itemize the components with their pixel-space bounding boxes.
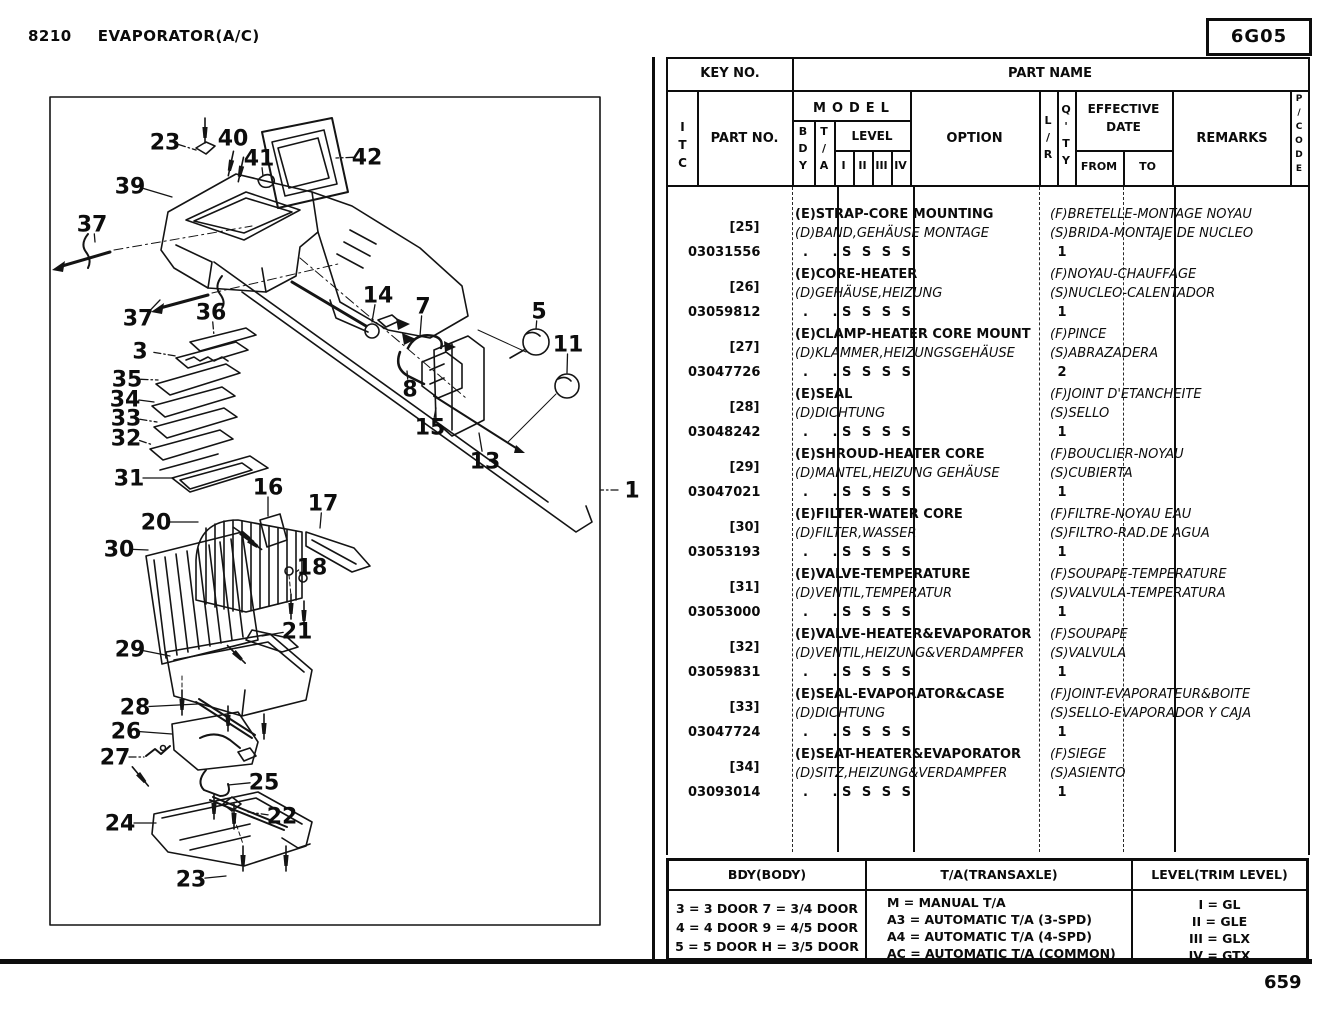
row-part-no: 03048242 [688, 425, 761, 440]
legend-line: 3 = 3 DOOR 7 = 3/4 DOOR [676, 901, 858, 916]
row-part-no: 03059812 [688, 305, 761, 320]
col-part-no: PART NO. [710, 131, 779, 146]
row-name-es: (S)BRIDA-MONTAJE DE NUCLEO [1050, 226, 1254, 241]
row-name-fr: (F)SOUPAPE [1050, 627, 1128, 642]
callout-31: 31 [113, 466, 145, 492]
row-model-dots: . . [803, 245, 848, 260]
callout-36: 36 [195, 300, 227, 326]
row-qty: 2 [1057, 365, 1067, 380]
col-part-name: PART NAME [1008, 66, 1092, 81]
row-name-fr: (F)FILTRE-NOYAU EAU [1050, 507, 1192, 522]
callout-leader [140, 441, 153, 445]
parts-table [666, 57, 1310, 855]
callout-5: 5 [531, 299, 547, 325]
row-name-de: (D)SITZ,HEIZUNG&VERDAMPFER [795, 766, 1008, 781]
legend-line: II = GLE [1191, 914, 1248, 929]
page-code: 6G05 [1230, 26, 1288, 47]
row-model-lvls: S S S S [842, 485, 915, 500]
legend-line: 5 = 5 DOOR H = 3/5 DOOR [675, 939, 859, 954]
row-name-es: (S)CUBIERTA [1050, 466, 1133, 481]
callout-3: 3 [132, 339, 148, 365]
row-name-de: (D)VENTIL,TEMPERATUR [795, 586, 953, 601]
col-ta: T / A [819, 125, 829, 172]
row-name-fr: (F)BRETELLE-MONTAGE NOYAU [1050, 207, 1252, 222]
legend-title: LEVEL(TRIM LEVEL) [1151, 867, 1288, 882]
callout-16: 16 [252, 475, 284, 501]
row-name-es: (S)SELLO [1050, 406, 1110, 421]
callout-37: 37 [122, 306, 154, 332]
col-bdy: B D Y [798, 125, 808, 172]
callout-17: 17 [307, 491, 339, 517]
row-model-lvls: S S S S [842, 245, 915, 260]
row-name-es: (S)ASIENTO [1050, 766, 1126, 781]
row-qty: 1 [1057, 605, 1067, 620]
callout-25: 25 [248, 770, 280, 796]
part-door-frame [262, 118, 348, 208]
legend-title: T/A(TRANSAXLE) [940, 867, 1058, 882]
exploded-diagram [0, 0, 660, 1010]
callout-32: 32 [110, 426, 142, 452]
callout-leader [479, 433, 482, 451]
row-model-dots: . . [803, 365, 848, 380]
callout-24: 24 [104, 811, 136, 837]
row-name-es: (S)VALVULA-TEMPERATURA [1050, 586, 1226, 601]
row-part-no: 03059831 [688, 665, 761, 680]
row-part-no: 03031556 [688, 245, 761, 260]
callout-leader [144, 189, 172, 197]
callout-leader [140, 419, 157, 422]
row-name-fr: (F)NOYAU-CHAUFFAGE [1050, 267, 1197, 282]
callout-23: 23 [149, 130, 181, 156]
legend-line: 4 = 4 DOOR 9 = 4/5 DOOR [676, 920, 858, 935]
col-to: TO [1139, 160, 1156, 173]
callout-leader [149, 704, 198, 707]
legend-line: AC = AUTOMATIC T/A (COMMON) [887, 946, 1116, 961]
row-qty: 1 [1057, 665, 1067, 680]
row-name-de: (D)GEHÄUSE,HEIZUNG [795, 286, 943, 301]
row-name-es: (S)SELLO-EVAPORADOR Y CAJA [1050, 706, 1252, 721]
callout-26: 26 [110, 719, 142, 745]
row-name-en: (E)VALVE-HEATER&EVAPORATOR [795, 627, 1032, 642]
row-model-lvls: S S S S [842, 785, 915, 800]
row-key: [31] [729, 580, 760, 595]
row-name-de: (D)KLAMMER,HEIZUNGSGEHÄUSE [795, 346, 1015, 361]
row-name-fr: (F)SIEGE [1050, 747, 1107, 762]
page-number: 659 [1264, 972, 1302, 993]
legend-line: IV = GTX [1188, 948, 1251, 963]
legend-line: A4 = AUTOMATIC T/A (4-SPD) [887, 929, 1092, 944]
row-model-dots: . . [803, 665, 848, 680]
callout-34: 34 [109, 387, 141, 413]
level-col-II: II [858, 159, 867, 172]
row-name-de: (D)DICHTUNG [795, 406, 886, 421]
row-model-dots: . . [803, 305, 848, 320]
row-name-es: (S)VALVULA [1050, 646, 1127, 661]
row-name-fr: (F)PINCE [1050, 327, 1107, 342]
row-key: [28] [729, 400, 760, 415]
part-plate-stack [150, 328, 268, 492]
col-pcode: P / C O D E [1295, 94, 1303, 175]
row-key: [27] [729, 340, 760, 355]
row-model-lvls: S S S S [842, 425, 915, 440]
col-from: FROM [1080, 160, 1118, 173]
row-model-dots: . . [803, 785, 848, 800]
callout-leader [133, 549, 148, 550]
row-part-no: 03047021 [688, 485, 761, 500]
row-part-no: 03053193 [688, 545, 761, 560]
legend-title: BDY(BODY) [727, 867, 807, 882]
row-model-lvls: S S S S [842, 725, 915, 740]
callout-22: 22 [266, 804, 298, 830]
row-name-fr: (F)SOUPAPE-TEMPERATURE [1050, 567, 1227, 582]
row-part-no: 03047724 [688, 725, 761, 740]
row-name-en: (E)FILTER-WATER CORE [795, 507, 963, 522]
callout-33: 33 [110, 406, 142, 432]
row-name-fr: (F)JOINT-EVAPORATEUR&BOITE [1050, 687, 1251, 702]
callout-7: 7 [415, 294, 431, 320]
legend-line: I = GL [1198, 897, 1241, 912]
callout-41: 41 [243, 146, 275, 172]
row-name-de: (D)FILTER,WASSER [795, 526, 917, 541]
col-remarks: REMARKS [1196, 131, 1268, 146]
callout-35: 35 [111, 367, 143, 393]
legend-table [666, 858, 1309, 961]
row-name-de: (D)BAND,GEHÄUSE MONTAGE [795, 226, 990, 241]
callout-leader [179, 144, 196, 150]
row-name-de: (D)VENTIL,HEIZUNG&VERDAMPFER [795, 646, 1025, 661]
legend-line: M = MANUAL T/A [887, 895, 1006, 910]
row-part-no: 03053000 [688, 605, 761, 620]
callout-21: 21 [281, 619, 313, 645]
legend-line: A3 = AUTOMATIC T/A (3-SPD) [887, 912, 1092, 927]
row-name-en: (E)SHROUD-HEATER CORE [795, 447, 985, 462]
callout-leader [205, 876, 226, 878]
row-qty: 1 [1057, 725, 1067, 740]
col-model: MODEL [813, 101, 895, 116]
row-name-de: (D)MANTEL,HEIZUNG GEHÄUSE [795, 466, 1000, 481]
row-model-lvls: S S S S [842, 545, 915, 560]
row-qty: 1 [1057, 425, 1067, 440]
row-name-es: (S)NUCLEO-CALENTADOR [1050, 286, 1216, 301]
row-model-dots: . . [803, 605, 848, 620]
callout-leader [139, 400, 154, 402]
level-col-III: III [875, 159, 888, 172]
row-name-fr: (F)BOUCLIER-NOYAU [1050, 447, 1184, 462]
col-date: DATE [1106, 120, 1141, 134]
row-key: [25] [729, 220, 760, 235]
row-key: [32] [729, 640, 760, 655]
callout-39: 39 [114, 174, 146, 200]
legend-line: III = GLX [1189, 931, 1250, 946]
callout-1: 1 [624, 478, 640, 504]
page-code-box [1206, 18, 1312, 56]
callout-leader [141, 379, 158, 380]
row-model-dots: . . [803, 725, 848, 740]
row-name-en: (E)STRAP-CORE MOUNTING [795, 207, 994, 222]
row-model-lvls: S S S S [842, 305, 915, 320]
callout-leader [336, 157, 353, 158]
callout-23: 23 [175, 867, 207, 893]
callout-leader [140, 732, 172, 734]
section-code: 8210 [28, 27, 72, 45]
callout-29: 29 [114, 637, 146, 663]
callout-14: 14 [362, 283, 394, 309]
col-effective: EFFECTIVE [1087, 102, 1160, 116]
level-col-I: I [841, 159, 846, 172]
callout-leader [228, 783, 250, 785]
row-name-en: (E)SEAL [795, 387, 853, 402]
row-key: [30] [729, 520, 760, 535]
diagram-callouts [77, 127, 640, 893]
row-qty: 1 [1057, 485, 1067, 500]
col-qty: Q ' T Y [1061, 103, 1071, 167]
row-model-dots: . . [803, 485, 848, 500]
callout-8: 8 [402, 377, 418, 403]
col-key-no: KEY NO. [700, 66, 760, 81]
row-name-en: (E)CORE-HEATER [795, 267, 918, 282]
col-lr: L / R [1043, 114, 1053, 161]
col-level: LEVEL [851, 129, 893, 143]
row-qty: 1 [1057, 785, 1067, 800]
row-model-dots: . . [803, 425, 848, 440]
callout-28: 28 [119, 695, 151, 721]
row-key: [29] [729, 460, 760, 475]
callout-40: 40 [217, 126, 249, 152]
callout-37: 37 [76, 212, 108, 238]
row-qty: 1 [1057, 545, 1067, 560]
callout-leader [154, 352, 176, 356]
row-name-es: (S)ABRAZADERA [1050, 346, 1159, 361]
row-name-en: (E)CLAMP-HEATER CORE MOUNT [795, 327, 1031, 342]
row-name-es: (S)FILTRO-RAD.DE AGUA [1050, 526, 1210, 541]
section-title: EVAPORATOR(A/C) [97, 27, 260, 45]
col-itc: I T C [678, 120, 687, 170]
row-name-en: (E)SEAT-HEATER&EVAPORATOR [795, 747, 1022, 762]
row-name-en: (E)SEAL-EVAPORATOR&CASE [795, 687, 1005, 702]
callout-13: 13 [469, 449, 501, 475]
row-qty: 1 [1057, 305, 1067, 320]
callout-20: 20 [140, 510, 172, 536]
row-model-lvls: S S S S [842, 365, 915, 380]
row-qty: 1 [1057, 245, 1067, 260]
row-part-no: 03093014 [688, 785, 761, 800]
row-key: [33] [729, 700, 760, 715]
callout-11: 11 [552, 332, 584, 358]
callout-27: 27 [99, 745, 131, 771]
row-name-fr: (F)JOINT D'ETANCHEITE [1050, 387, 1202, 402]
row-part-no: 03047726 [688, 365, 761, 380]
row-model-dots: . . [803, 545, 848, 560]
col-option: OPTION [946, 131, 1003, 146]
callout-42: 42 [351, 145, 383, 171]
row-key: [26] [729, 280, 760, 295]
row-key: [34] [729, 760, 760, 775]
row-name-de: (D)DICHTUNG [795, 706, 886, 721]
row-model-lvls: S S S S [842, 665, 915, 680]
callout-15: 15 [414, 415, 446, 441]
callout-18: 18 [296, 555, 328, 581]
callout-30: 30 [103, 537, 135, 563]
row-name-en: (E)VALVE-TEMPERATURE [795, 567, 971, 582]
row-model-lvls: S S S S [842, 605, 915, 620]
level-col-IV: IV [894, 159, 907, 172]
